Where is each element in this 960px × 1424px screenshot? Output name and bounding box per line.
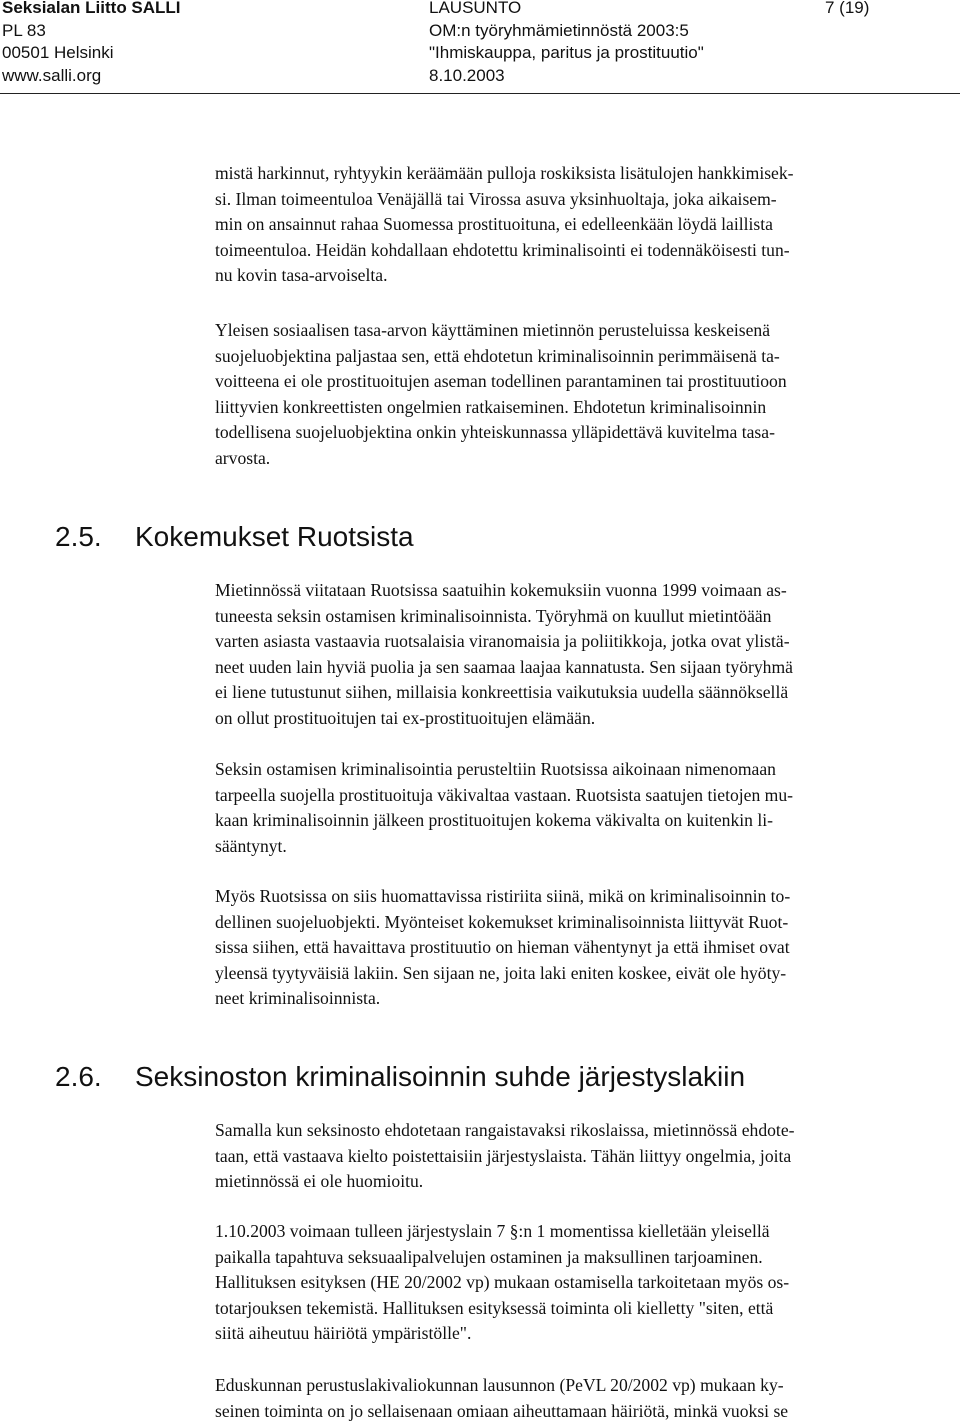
paragraph-7: 1.10.2003 voimaan tulleen järjestyslain 7 §:n 1 momentissa kielletään yleisellä paikalla tapahtuva seksuaalipalvelujen ostaminen ja maksullinen tarjoaminen. Hallituksen esityksen (HE 20/2002 vp) mukaan ostamisella tarkoitetaan myös os- totarjouksen tekemistä. Hallituksen esityksessä toiminta oli kielletty "siten, että siitä aiheutuu häiriötä ympäristölle". xyxy=(215,1221,790,1344)
header-box: PL 83 xyxy=(2,20,46,40)
header-date: 8.10.2003 xyxy=(429,65,505,85)
header-title: "Ihmiskauppa, paritus ja prostituutio" xyxy=(429,43,704,62)
section-heading-2-6 xyxy=(55,1060,745,1094)
header-city: 00501 Helsinki xyxy=(2,43,114,62)
paragraph-8: Eduskunnan perustuslakivaliokunnan lausunnon (PeVL 20/2002 vp) mukaan ky- seinen toiminta on jo sellaisenaan omiaan aiheuttamaan häiriötä, minkä vuoksi se xyxy=(215,1375,789,1421)
section-heading-2-5 xyxy=(55,520,414,554)
section-title: Kokemukset Ruotsista xyxy=(135,521,414,552)
section-title: Seksinoston kriminalisoinnin suhde järjestyslakiin xyxy=(135,1061,746,1092)
header-document xyxy=(429,0,704,87)
header-doc-type: LAUSUNTO xyxy=(429,0,522,17)
paragraph-4: Seksin ostamisen kriminalisointia perusteltiin Ruotsissa aikoinaan nimenomaan tarpeella suojella prostituoituja väkivaltaa vastaan. Ruotsista saatujen tietojen mu- kaan kriminalisoinnin jälkeen prostituoitujen kokema väkivalta on kuitenkin li- sääntynyt. xyxy=(215,759,793,856)
header-org: Seksialan Liitto SALLI xyxy=(2,0,181,17)
paragraph-2: Yleisen sosiaalisen tasa-arvon käyttäminen mietinnön perusteluissa keskeisenä suojeluobjektina paljastaa sen, että ehdotetun kriminalisoinnin perimmäisenä ta- voitteena ei ole prostituoitujen aseman todellinen parantaminen tai prostituutioon liittyvien konkreettisten ongelmien ratkaiseminen. Ehdotetun kriminalisoinnin todellisena suojeluobjektina onkin yhteiskunnassa ylläpidettävä kuvitelma tasa- arvosta. xyxy=(215,320,787,468)
paragraph-3: Mietinnössä viitataan Ruotsissa saatuihin kokemuksiin vuonna 1999 voimaan as- tuneesta seksin ostamisen kriminalisoinnista. Työryhmä on kuullut mietintöään varten asiasta vastaavia ruotsalaisia viranomaisia ja poliitikkoja, jotka ovat ylistä- neet uuden lain hyviä puolia ja sen saamaa laajaa kannatusta. Sen sijaan työryhmä ei liene tutustunut siihen, millaisia konkreettisia vaikutuksia uudella säännöksellä on ollut prostituoitujen tai ex-prostituoitujen elämään. xyxy=(215,580,793,728)
paragraph-5: Myös Ruotsissa on siis huomattavissa ristiriita siinä, mikä on kriminalisoinnin to- dellinen suojeluobjekti. Myönteiset kokemukset kriminalisoinnista liittyvät Ruot- sissa siihen, että havaittava prostituutio on hieman vähentynyt ja että ihmiset ovat yleensä tyytyväisiä lakiin. Sen sijaan ne, joita laki eniten koskee, eivät ole hyöty- neet kriminalisoinnista. xyxy=(215,886,791,1009)
paragraph-1: mistä harkinnut, ryhtyykin keräämään pulloja roskiksista lisätulojen hankkimisek- si. Ilman toimeentuloa Venäjällä tai Virossa asuva yksinhuoltaja, joka aikaisem- min on ansainnut rahaa Suomessa prostituoituna, ei edelleenkään löydä laillista toimeentuloa. Heidän kohdallaan ehdotettu kriminalisointi ei todennäköisesti tun- nu kovin tasa-arvoiselta. xyxy=(215,163,794,286)
header-sender xyxy=(2,0,181,87)
header-web: www.salli.org xyxy=(2,65,102,85)
paragraph-6: Samalla kun seksinosto ehdotetaan rangaistavaksi rikoslaissa, mietinnössä ehdote- taan, että vastaava kielto poistettaisiin järjestyslaista. Tähän liittyy ongelmia, joita mietinnössä ei ole huomioitu. xyxy=(215,1120,795,1192)
header-page xyxy=(825,0,869,20)
header-subject: OM:n työryhmämietinnöstä 2003:5 xyxy=(429,20,689,40)
header-divider xyxy=(0,93,960,94)
section-number: 2.5. xyxy=(55,521,102,552)
section-number: 2.6. xyxy=(55,1061,102,1092)
header-page-number: 7 (19) xyxy=(825,0,870,17)
page-header xyxy=(0,0,960,96)
